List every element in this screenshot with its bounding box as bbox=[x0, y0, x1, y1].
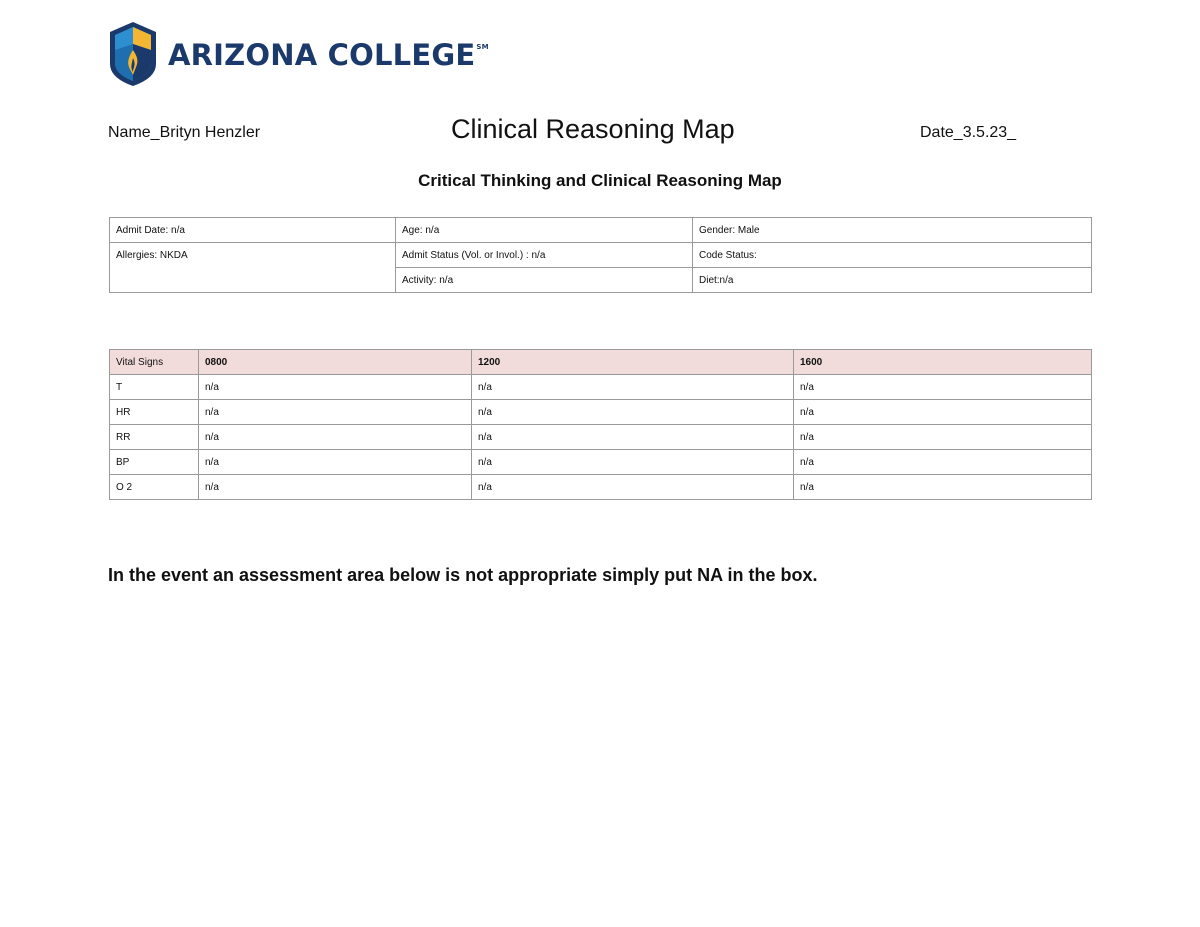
table-cell: n/a bbox=[199, 425, 472, 450]
allergies-cell: Allergies: NKDA bbox=[110, 243, 396, 293]
column-header: 1600 bbox=[794, 350, 1092, 375]
table-cell: n/a bbox=[794, 475, 1092, 500]
table-header-row bbox=[110, 350, 1092, 375]
table-cell: n/a bbox=[472, 400, 794, 425]
table-cell: n/a bbox=[199, 375, 472, 400]
row-label: HR bbox=[110, 400, 199, 425]
table-cell: n/a bbox=[794, 425, 1092, 450]
table-cell: n/a bbox=[199, 475, 472, 500]
subtitle: Critical Thinking and Clinical Reasoning Map bbox=[418, 171, 782, 190]
table-row bbox=[110, 243, 1092, 268]
table-cell: n/a bbox=[794, 375, 1092, 400]
column-header: Vital Signs bbox=[110, 350, 199, 375]
vital-signs-table bbox=[109, 349, 1092, 500]
row-label: RR bbox=[110, 425, 199, 450]
arizona-college-logo bbox=[108, 20, 489, 88]
table-cell: n/a bbox=[199, 450, 472, 475]
assessment-instruction: In the event an assessment area below is not appropriate simply put NA in the box. bbox=[108, 565, 818, 585]
table-cell: n/a bbox=[472, 375, 794, 400]
table-row bbox=[110, 450, 1092, 475]
row-label: BP bbox=[110, 450, 199, 475]
column-header: 1200 bbox=[472, 350, 794, 375]
table-cell: n/a bbox=[472, 475, 794, 500]
column-header: 0800 bbox=[199, 350, 472, 375]
patient-info-table bbox=[109, 217, 1092, 293]
logo-text: ARIZONA COLLEGE bbox=[168, 37, 476, 72]
table-cell: n/a bbox=[472, 425, 794, 450]
table-cell: n/a bbox=[472, 450, 794, 475]
table-cell: n/a bbox=[794, 400, 1092, 425]
shield-flame-logo-icon bbox=[108, 20, 158, 88]
logo-trademark: SM bbox=[476, 42, 489, 51]
activity-cell: Activity: n/a bbox=[396, 268, 693, 293]
row-label: T bbox=[110, 375, 199, 400]
table-row bbox=[110, 425, 1092, 450]
page-title: Clinical Reasoning Map bbox=[451, 114, 735, 144]
table-row bbox=[110, 475, 1092, 500]
admit-date-cell: Admit Date: n/a bbox=[110, 218, 396, 243]
student-name: Name_Brityn Henzler bbox=[108, 124, 261, 141]
diet-cell: Diet:n/a bbox=[693, 268, 1092, 293]
table-cell: n/a bbox=[199, 400, 472, 425]
admit-status-cell: Admit Status (Vol. or Invol.) : n/a bbox=[396, 243, 693, 268]
row-label: O 2 bbox=[110, 475, 199, 500]
table-row bbox=[110, 400, 1092, 425]
date-field: Date_3.5.23_ bbox=[920, 124, 1017, 141]
table-row bbox=[110, 218, 1092, 243]
gender-cell: Gender: Male bbox=[693, 218, 1092, 243]
code-status-cell: Code Status: bbox=[693, 243, 1092, 268]
age-cell: Age: n/a bbox=[396, 218, 693, 243]
table-cell: n/a bbox=[794, 450, 1092, 475]
logo-wordmark bbox=[168, 37, 489, 72]
table-row bbox=[110, 375, 1092, 400]
